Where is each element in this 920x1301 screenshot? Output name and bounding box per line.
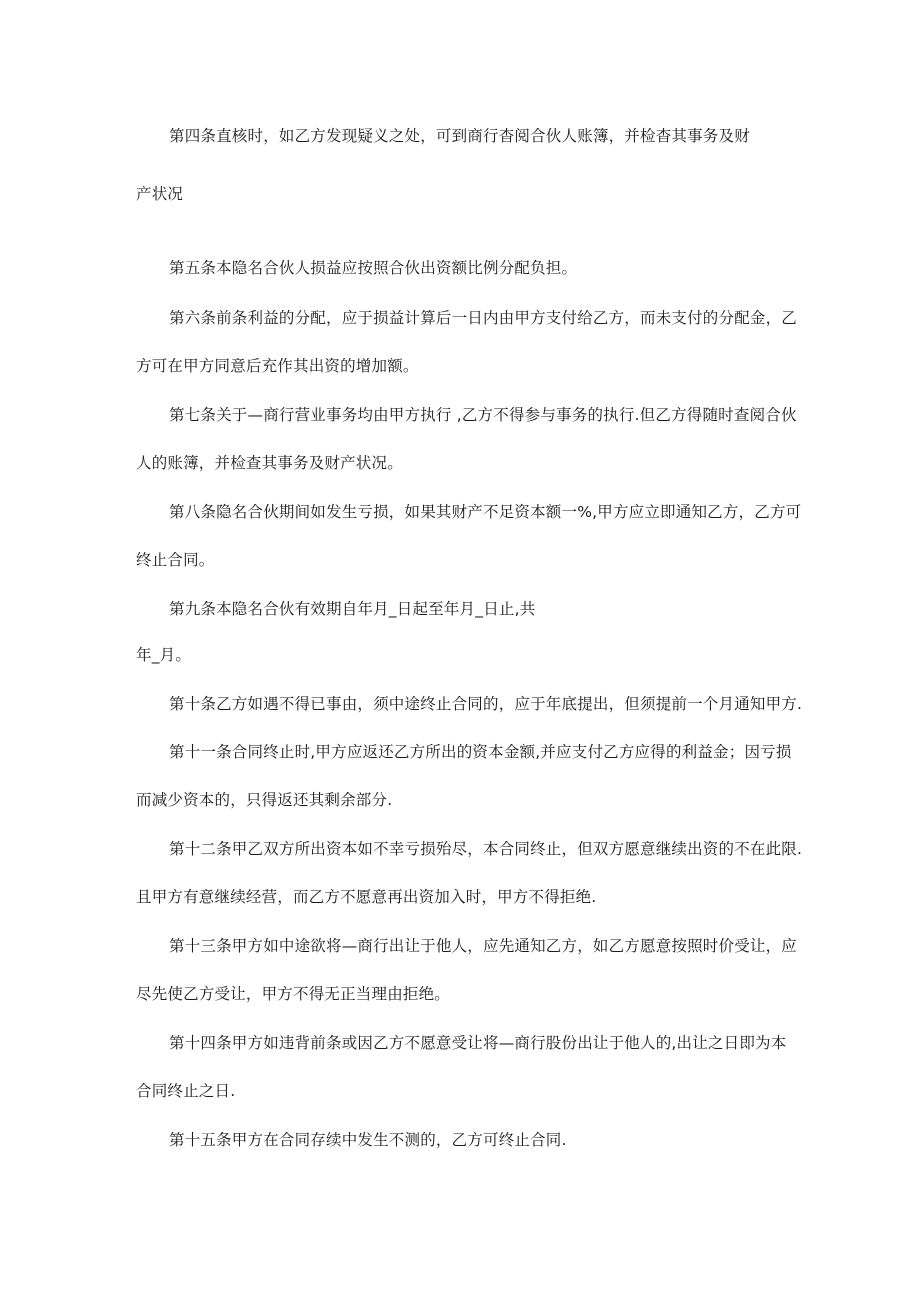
article-7-line-2: 人的账簿，并检查其事务及财产状况。 [136,454,403,472]
article-6-line-1: 第六条前条利益的分配，应于损益计算后一日内由甲方支付给乙方，而未支付的分配金，乙 [169,309,798,327]
article-8-line-2: 终止合同。 [136,551,215,569]
article-12-line-1: 第十二条甲乙双方所出资本如不幸亏损殆尽，本合同终止，但双方愿意继续出资的不在此限. [169,840,803,858]
article-11-line-1: 第十一条合同终止时,甲方应返还乙方所出的资本金额,并应支付乙方应得的利益金；因亏损 [169,743,792,761]
article-13-line-1: 第十三条甲方如中途欲将—商行出让于他人，应先通知乙方，如乙方愿意按照时价受让，应 [169,937,798,955]
article-7-line-1: 第七条关于—商行营业事务均由甲方执行 ,乙方不得参与事务的执行.但乙方得随时查阅合伙 [169,406,797,424]
article-14-line-2: 合同终止之日. [136,1082,236,1100]
article-9-line-2: 年_月。 [136,646,192,664]
article-10-line-1: 第十条乙方如遇不得已事由，须中途终止合同的，应于年底提出，但须提前一个月通知甲方. [169,695,803,713]
article-4-line-1: 第四条直核时，如乙方发现疑义之处，可到商行杳阅合伙人账簿，并检杳其事务及财 [169,127,750,145]
article-13-line-2: 尽先使乙方受让，甲方不得无正当理由拒绝。 [136,985,451,1003]
article-12-line-2: 且甲方有意继续经营，而乙方不愿意再出资加入时，甲方不得拒绝. [136,888,597,906]
article-6-line-2: 方可在甲方同意后充作其出资的增加额。 [136,357,419,375]
article-5-line-1: 第五条本隐名合伙人损益应按照合伙出资额比例分配负担。 [169,259,578,277]
article-9-line-1: 第九条本隐名合伙有效期自年月_日起至年月_日止,共 [169,600,536,618]
article-8-line-1: 第八条隐名合伙期间如发生亏损，如果其财产不足资本额一%,甲方应立即通知乙方，乙方可 [169,503,802,521]
article-11-line-2: 而减少资本的，只得返还其剩余部分. [136,791,393,809]
article-15-line-1: 第十五条甲方在合同存续中发生不测的，乙方可终止合同. [169,1131,567,1149]
article-14-line-1: 第十四条甲方如违背前条或因乙方不愿意受让将—商行股份出让于他人的,出让之日即为本 [169,1034,787,1052]
article-4-line-2: 产状况 [136,185,184,203]
